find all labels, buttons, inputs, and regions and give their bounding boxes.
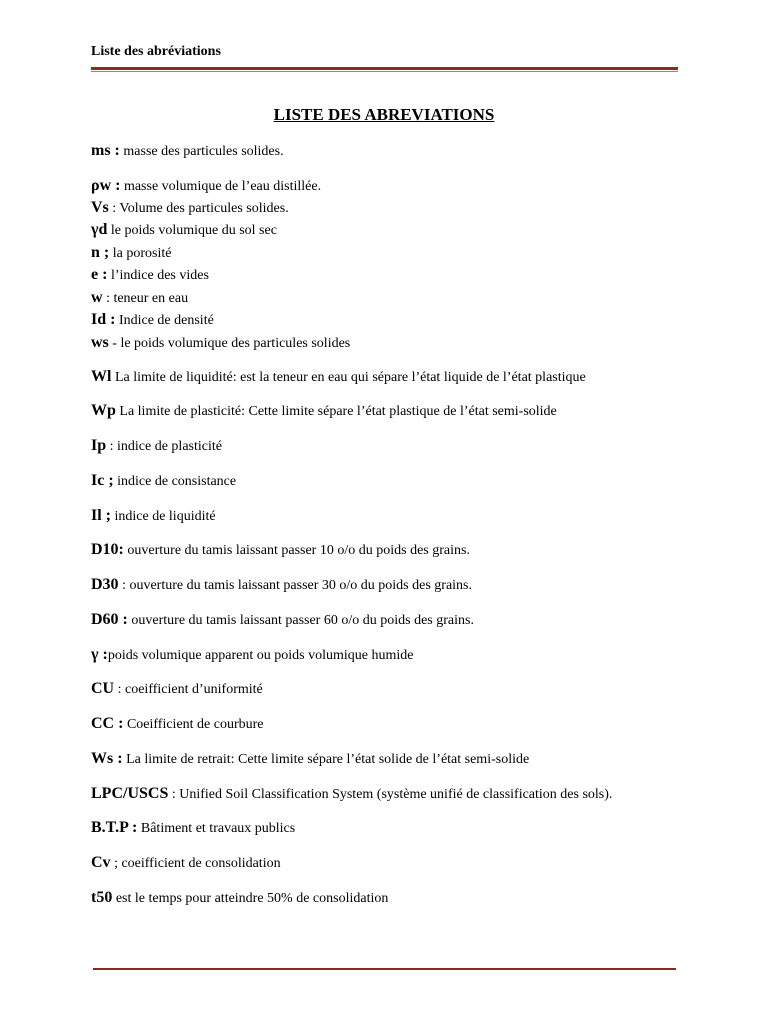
list-item [91,785,612,803]
list-item [91,715,264,733]
list-item [91,368,586,386]
list-item [91,334,350,352]
abbreviation-definition: masse volumique de l’eau distillée. [120,179,322,194]
abbreviation-term: D10: [91,541,124,558]
list-item [91,680,263,698]
list-item [91,142,284,160]
footer-rule [93,968,676,970]
abbreviation-definition: est le temps pour atteindre 50% de consolidation [112,891,389,906]
list-item [91,199,289,217]
abbreviation-definition: ; coeifficient de consolidation [110,856,281,871]
abbreviation-definition: indice de consistance [113,474,237,489]
abbreviation-term: w [91,289,103,306]
abbreviation-term: Wp [91,402,116,419]
abbreviation-definition: : Volume des particules solides. [108,201,289,216]
abbreviation-term: CU [91,680,115,697]
abbreviation-definition: ouverture du tamis laissant passer 10 o/o du poids des grains. [123,543,470,558]
abbreviation-term: Cv [91,854,111,871]
list-item [91,541,470,559]
list-item [91,750,529,768]
abbreviation-term: Vs [91,199,109,216]
list-item [91,472,236,490]
abbreviation-definition: : ouverture du tamis laissant passer 30 o/o du poids des grains. [118,578,473,593]
abbreviation-definition: Indice de densité [115,313,214,328]
abbreviation-term: γ : [91,646,108,663]
abbreviation-definition: la porosité [109,246,172,261]
abbreviation-term: LPC/USCS [91,785,169,802]
abbreviation-definition: : Unified Soil Classification System (système unifié de classification des sols). [168,787,613,802]
list-item [91,819,295,837]
list-item [91,289,188,307]
abbreviation-definition: Bâtiment et travaux publics [137,821,296,836]
header-rule [91,67,678,70]
abbreviation-definition: Coeifficient de courbure [123,717,264,732]
abbreviation-definition: indice de liquidité [111,509,216,524]
abbreviation-term: ms : [91,142,120,159]
abbreviation-definition: : coeifficient d’uniformité [114,682,263,697]
abbreviation-definition: - le poids volumique des particules solides [108,336,351,351]
abbreviation-term: ws [91,334,109,351]
abbreviation-term: n ; [91,244,110,261]
abbreviation-term: e : [91,266,108,283]
abbreviation-term: B.T.P : [91,819,138,836]
list-item [91,221,277,239]
abbreviation-term: Wl [91,368,112,385]
list-item [91,244,171,262]
abbreviation-term: D60 : [91,611,128,628]
abbreviation-term: ρw : [91,177,121,194]
list-item [91,177,321,195]
abbreviation-definition: poids volumique apparent ou poids volumique humide [107,648,414,663]
abbreviation-definition: La limite de retrait: Cette limite sépare l’état solide de l’état semi-solide [122,752,530,767]
list-item [91,646,413,664]
abbreviation-term: D30 [91,576,119,593]
list-item [91,402,557,420]
header-title: Liste des abréviations [91,44,221,59]
list-item [91,507,216,525]
abbreviation-definition: La limite de plasticité: Cette limite sépare l’état plastique de l’état semi-solide [115,404,557,419]
abbreviation-term: Ip [91,437,107,454]
list-item [91,576,472,594]
list-item [91,889,388,907]
abbreviation-definition: La limite de liquidité: est la teneur en eau qui sépare l’état liquide de l’état plastique [111,370,586,385]
list-item [91,266,209,284]
abbreviation-definition: : teneur en eau [102,291,189,306]
abbreviation-definition: l’indice des vides [107,268,209,283]
abbreviation-term: CC : [91,715,124,732]
abbreviation-term: γd [91,221,108,238]
abbreviation-definition: : indice de plasticité [106,439,222,454]
abbreviation-definition: ouverture du tamis laissant passer 60 o/o du poids des grains. [127,613,474,628]
abbreviation-definition: le poids volumique du sol sec [107,223,277,238]
list-item [91,311,214,329]
list-item [91,854,281,872]
abbreviation-term: Id : [91,311,116,328]
abbreviation-term: Ic ; [91,472,114,489]
abbreviation-term: Ws : [91,750,123,767]
list-item [91,437,222,455]
header-rule-thin [91,71,678,72]
abbreviation-term: Il ; [91,507,111,524]
abbreviation-term: t50 [91,889,113,906]
list-item [91,611,474,629]
abbreviation-definition: masse des particules solides. [119,144,284,159]
document-title: LISTE DES ABREVIATIONS [273,105,495,124]
